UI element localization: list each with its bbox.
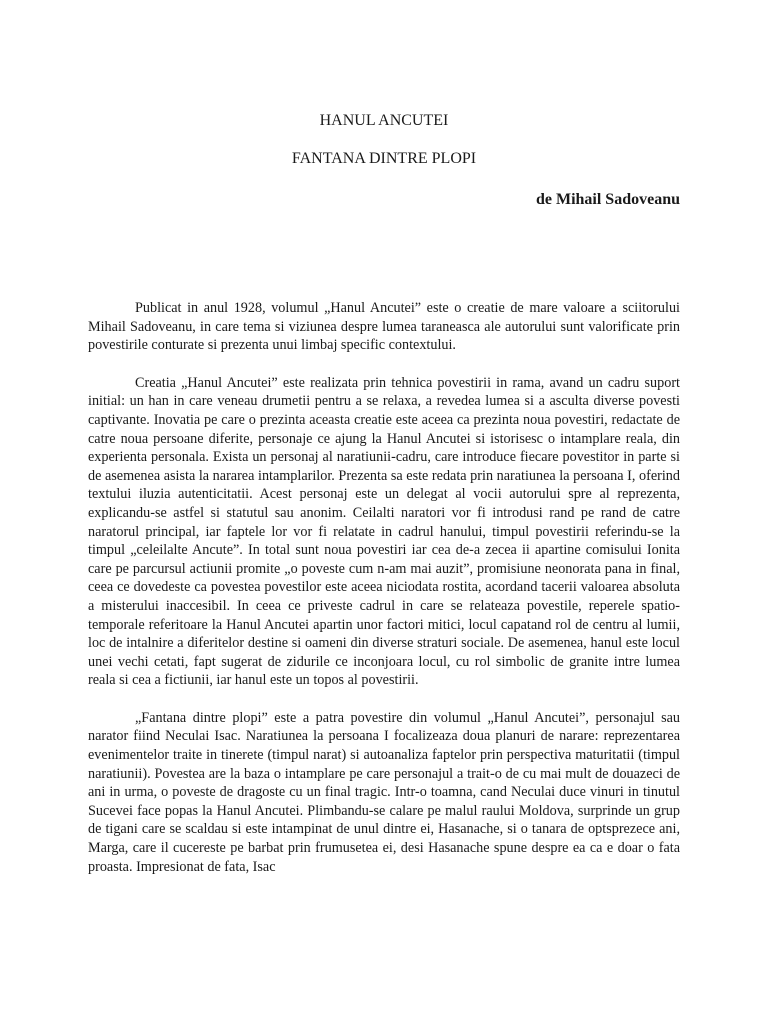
document-body	[88, 299, 680, 895]
document-title: HANUL ANCUTEI	[319, 112, 449, 129]
document-author: de Mihail Sadoveanu	[535, 191, 680, 208]
paragraph-structure: Creatia „Hanul Ancutei” este realizata prin tehnica povestirii in rama, avand un cadru suport initial: un han in care veneau drumetii pentru a se relaxa, a revedea lumea si a asculta diverse povesti captivante. Inovatia pe care o prezinta aceasta creatie este aceea ca prezinta noua povestiri, redactate de catre noua persoane diferite, personaje ce ajung la Hanul Ancutei si istorisesc o intamplare reala, din experienta personala. Exista un personaj al naratiunii-cadru, care introduce fiecare povestitor in parte si de asemenea asista la nararea intamplarilor. Prezenta sa este redata prin naratiunea la persoana I, oferind textului iluzia autenticitatii. Acest personaj este un delegat al vocii autorului spre al reprezenta, explicandu-se astfel si statutul sau anonim. Ceilalti naratori vor fi introdusi rand pe rand de catre naratorul principal, iar faptele lor vor fi relatate in cadrul hanului, timpul povestirii referindu-se la timpul „celeilalte Ancute”. In total sunt noua povestiri iar cea de-a zecea ii apartine comisului Ionita care pe parcursul actiunii promite „o poveste cum n-am mai auzit”, promisiune neonorata pana in final, ceea ce dovedeste ca povestea povestilor este aceea niciodata rostita, acordand tacerii valoarea absoluta a misterului inaccesibil. In ceea ce priveste cadrul in care se relateaza povestile, reperele spatio-temporale referitoare la Hanul Ancutei apartin unor factori mitici, locul capatand rol de centru al lumii, loc de intalnire a diferitelor destine si oameni din diverse straturi sociale. De asemenea, hanul este locul unei vechi cetati, fapt sugerat de zidurile ce inconjoara locul, cu rol simbolic de granite intre lumea reala si cea a fictiunii, iar hanul este un topos al povestirii.	[88, 374, 680, 689]
paragraph-fantana: „Fantana dintre plopi” este a patra povestire din volumul „Hanul Ancutei”, personajul sau narator fiind Neculai Isac. Naratiunea la persoana I focalizeaza doua planuri de narare: reprezentarea evenimentelor traite in tinerete (timpul narat) si autoanaliza faptelor prin perspectiva maturitatii (timpul naratiunii). Povestea are la baza o intamplare pe care personajul a trait-o de cu mai mult de douazeci de ani in urma, o poveste de dragoste cu un final tragic. Intr-o toamna, cand Neculai duce vinuri in tinutul Sucevei face popas la Hanul Ancutei. Plimbandu-se calare pe malul raului Moldova, surprinde un grup de tigani care se scaldau si este intampinat de unul dintre ei, Hasanache, si o tanara de optsprezece ani, Marga, care il cucereste pe barbat prin frumusetea ei, desi Hasanache spune despre ea ca e doar o fata proasta. Impresionat de fata, Isac	[88, 709, 680, 875]
paragraph-intro: Publicat in anul 1928, volumul „Hanul Ancutei” este o creatie de mare valoare a sciitorului Mihail Sadoveanu, in care tema si viziunea despre lumea taraneasca ale autorului sunt valorificate prin povestirile conturate si prezenta unui limbaj specific contextului.	[88, 300, 680, 354]
document-subtitle: FANTANA DINTRE PLOPI	[291, 150, 477, 167]
